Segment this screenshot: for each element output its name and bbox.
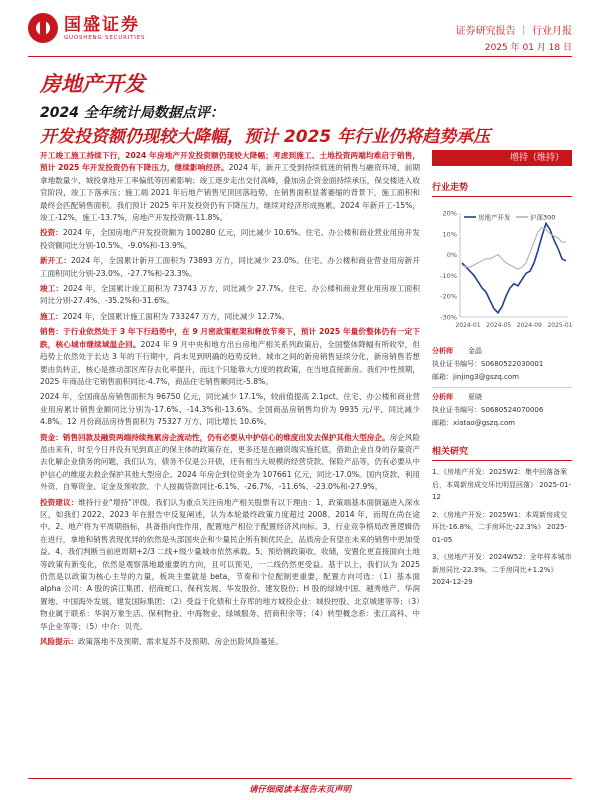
related-title: 相关研究: [432, 444, 572, 461]
body-paragraph: [40, 227, 420, 252]
paragraph-highlight: 竣工：: [40, 284, 64, 294]
industry-name: 房地产开发: [40, 72, 145, 96]
analyst-name: 金晶: [468, 347, 482, 355]
y-tick-label: -20%: [440, 292, 457, 301]
report-title: 开发投资额仍现较大降幅，预计 2025 年行业仍将趋势承压: [40, 127, 491, 147]
rating-badge: 增持（维持）: [432, 150, 572, 166]
related-list: [432, 466, 572, 589]
trend-chart: [432, 199, 572, 339]
logo-en-text: GUOSHENG SECURITIES: [64, 34, 146, 41]
paragraph-highlight: 投资：: [40, 228, 63, 238]
paragraph-text: 政策落地不及预期、需求复苏不及预期、房企出险风险蔓延。: [77, 637, 283, 647]
analyst-name: 夏晓: [468, 393, 482, 401]
body-paragraph: [40, 432, 420, 494]
y-tick-label: -30%: [440, 313, 457, 322]
x-tick-label: 2025-01: [547, 322, 572, 329]
paragraph-text: 2024 年，新开工受到持续低迷的销售与融资环境，前期拿地数量少、城投拿地开工率偏低等因素影响；竣工逐步走出交付高峰，叠加房企资金面持续承压，保交楼进入收官阶段，竣工下落承压；施工端 2021 年后地产销售见顶回落趋势，在销售面积显著萎缩的背景下，施工面积和最终会匹配销售面积。我们预计 2025 年开发投资仍有下降压力，继续对经济形成拖累。2024 年新开工-15%，竣工-12%，施工-13.7%，房地产开发投资额-11.8%。: [40, 163, 420, 223]
analyst-role: 分析师: [432, 393, 453, 401]
report-subtitle: 2024 全年统计局数据点评：: [40, 105, 224, 121]
paragraph-text: 2024 年，全国商品房销售面积为 96750 亿元，同比减少 17.1%，较前值提高 2.1pct。住宅、办公楼和商业营业用房累计销售金额同比分别为-17.6%、-14.3%和-13.6%。全国商品房销售均价为 9935 元/平，同比减少 4.8%。12 月份商品房待售面积为 75327 万方，同比增长 10.6%。: [40, 392, 420, 427]
x-tick-label: 2024-05: [486, 322, 512, 329]
body-paragraph: [40, 311, 420, 323]
y-tick-label: 0%: [446, 251, 457, 260]
legend-label: 沪深300: [530, 213, 556, 222]
paragraph-highlight: 投资建议：: [40, 497, 79, 507]
paragraph-text: 2024 年 9 月中央和地方出台房地产相关系列政策后，全国整体降幅有所收窄，但趋势上依然处于长达 3 年的下行期中，尚未见到明确的趋势反转。城市之间的新房销售延续分化，新房销售若想要由负转正，核心是推动部区库存去化率提升，而这个只能靠大方度的救政策，在当地直接新房。我们中性预期，2025 年商品住宅销售面积同比-4.7%，商品住宅销售额同比-5.8%。: [40, 339, 420, 386]
logo-cn-text: 国盛证券: [64, 14, 140, 35]
body-paragraph: [40, 497, 420, 633]
body-paragraph: [40, 283, 420, 308]
trend-chart-svg: [432, 199, 572, 339]
body-paragraph: [40, 636, 420, 648]
paragraph-text: 2024 年，全国累计施工面积为 733247 万方，同比减少 12.7%。: [62, 311, 290, 321]
paragraph-text: 维持行业“增持”评级。我们认为重点关注房地产相关股票有以下理由：1，政策端基本面倒逼进入深水区，如我们 2022、2023 年在报告中反复阐述，认为本轮最终政策力度超过 2008、2014 年，而现在尚在途中。2、地产将为平周期指标，具备指向性作用，配置地产相位于配置经济风向标。3、行业竞争格局改善逻辑仍在进行，拿地和销售表现优异的依然是头部国央企和少量民企所有制优民企，品质房企有望在未来的销售中更加受益。4、我们判断当前逆周期+2/3 二线+级少量城市依然承载。5、预给侧政策收、收储，安置化更直接面向土地等政策有新变化，依然是观察落地最重要的方向，且可以预见，一二线仍然更受益。基于以上，我们认为 2025 仍然是以政策为核心主导的力量，板块主要就是 beta，节奏和个位配制更重要，配置方向可选：（1）基本面 alpha 公司：A 股的滨江集团、招商蛇口、保利发展、华发股份、建发股份；H 股的绿城中国、越秀地产、华润置地、中国海外发展、建发国际集团；（2）受益于化债和土存库的地方城投企业：城投控股、北京城建等等；（3）物业属于联系：华润万象生活、保利物业、中海物业、绿城服务、招商积余等；（4）转型概念系：张江高科、中华企业等等；（5）中介：贝壳。: [40, 497, 420, 631]
y-tick-label: 20%: [442, 209, 457, 218]
legend-label: 房地产开发: [478, 213, 511, 222]
company-logo: [28, 10, 228, 46]
analyst-email[interactable]: 邮箱：xiatao@gszq.com: [432, 419, 516, 427]
analyst-name-row: [432, 345, 572, 358]
analyst-email[interactable]: 邮箱：jinjing3@gszq.com: [432, 373, 519, 381]
series-line-1: [462, 228, 566, 270]
paragraph-text: 房企风险虽由来有，时至今日并没有见到真正的保主体的政策存在，更多还是在融资端实施托底，借助企业自身的存量资产去化解企业债务的问题，我们认为，债务不仅是公开债，还有相当大规模的经营贷款、保险产品等，仍有必要从中护信心的维度去救企保护其他大型房企。2024 年房企到位资金为 107661 亿元，同比-17.0%。国内贷款、利用外资、自筹资金、定金及预收款、个人按揭贷款同比-6.1%、-26.7%、-11.6%、-23.0%和-27.9%。: [40, 432, 421, 492]
analyst-block: [432, 345, 572, 430]
paragraph-text: 2024 年，全国累计新开工面积为 73893 万方，同比减少 23.0%。住宅、办公楼和商业营业用房新开工面积同比分别-23.0%、-27.7%和-23.3%。: [40, 256, 421, 278]
report-date: 2025 年 01 月 18 日: [484, 43, 572, 53]
series-line-0: [462, 223, 566, 312]
y-tick-label: 10%: [442, 230, 457, 239]
paragraph-highlight: 开工竣工施工持续下行，2024 年房地产开发投资额仍现较大降幅；考虑到施工、土地投资两端均难启于销售，预计 2025 年开发投资仍有下降压力，继续影响经济。: [40, 151, 420, 173]
x-tick-label: 2024-01: [455, 322, 481, 329]
footer-note: 请仔细阅读本报告末页声明: [248, 785, 351, 795]
footer-divider: [28, 778, 572, 779]
logo-icon: [28, 13, 58, 43]
paragraph-highlight: 风险提示：: [40, 637, 78, 647]
analyst-cert: 执业证书编号：S0680524070006: [432, 406, 544, 414]
related-report-link[interactable]: 1、《房地产开发：2025W2：集中回落备案后，本周新房成交环比明显回落》 2025-01-12: [432, 468, 571, 501]
body-paragraph: [40, 150, 420, 224]
x-tick-label: 2024-09: [516, 322, 542, 329]
paragraph-highlight: 新开工：: [40, 256, 71, 266]
body-paragraph: [40, 255, 420, 280]
paragraph-highlight: 资金：销售回款及融资两端持续拖累房企流动性，仍有必要从中护信心的维度出发去保护其他大型房企。: [40, 432, 390, 442]
paragraph-highlight: 销售：于行业依然处于 3 年下行趋势中，在 9 月密政策框架和释放节奏下，预计 2025 年量价整体仍有一定下跌，核心城市继续域温企回。: [40, 327, 420, 349]
y-tick-label: -10%: [440, 271, 457, 280]
main-body: [40, 150, 420, 651]
related-report-link[interactable]: 2、《房地产开发：2025W1：本周新房成交环比-16.8%，二手房环比-22.3%》 2025-01-05: [432, 510, 568, 544]
paragraph-highlight: 施工：: [40, 311, 63, 321]
sidebar: [432, 150, 572, 594]
analyst-role: 分析师: [432, 347, 453, 355]
trend-title: 行业走势: [432, 180, 572, 197]
analyst-separator: [432, 387, 572, 388]
analyst-name-row: [432, 391, 572, 404]
header-divider: [28, 56, 572, 57]
body-paragraph: [40, 391, 420, 428]
paragraph-text: 2024 年，全国累计竣工面积为 73743 万方，同比减少 27.7%。住宅、办公楼和商业营业用房竣工面积同比分别-27.4%、-35.2%和-31.6%。: [40, 284, 421, 306]
body-paragraph: [40, 326, 420, 388]
paragraph-text: 2024 年，全国房地产开发投资额为 100280 亿元，同比减少 10.6%。住宅、办公楼和商业营业用房开发投资额同比分别-10.5%、-9.0%和-13.9%。: [40, 228, 420, 250]
report-type: 证券研究报告 ｜ 行业月报: [455, 26, 572, 37]
analyst-cert: 执业证书编号：S0680522030001: [432, 360, 544, 368]
related-report-link[interactable]: 3、《房地产开发：2024W52：全年样本城市新房同比-22.3%，二手房同比+1.2%》 2024-12-29: [432, 553, 572, 586]
